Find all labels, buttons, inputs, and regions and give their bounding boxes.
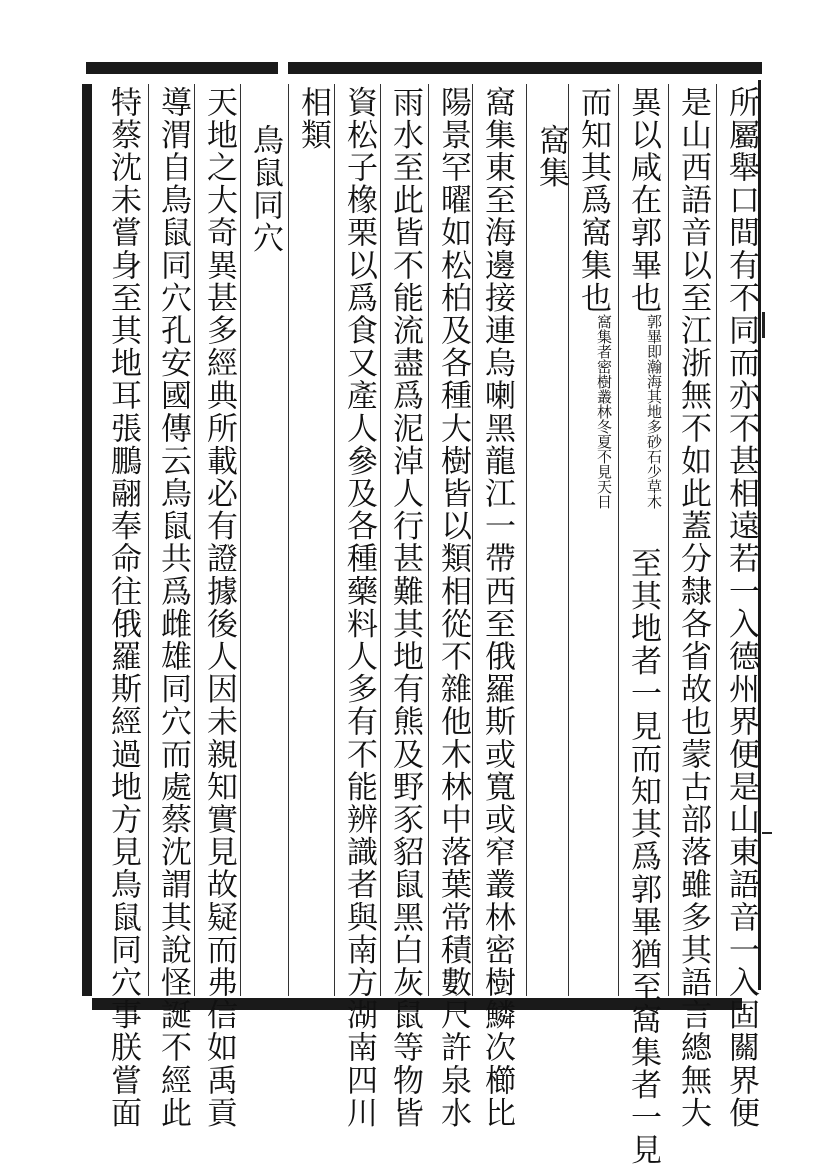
text-column — [722, 86, 760, 1129]
column-rule — [716, 84, 717, 996]
section-heading — [532, 124, 570, 189]
column-text: 相類 — [295, 86, 331, 152]
text-column — [478, 86, 516, 1129]
column-text: 異以咸在郭畢也 — [625, 86, 661, 315]
column-rule — [334, 84, 335, 996]
note-line: 冬夏不見天日 — [595, 419, 613, 510]
frame-top-border — [86, 62, 762, 74]
column-text: 陽景罕曜如松柏及各種大樹皆以類相從不雜他木林中落葉常積數尺許泉水 — [435, 86, 471, 1130]
text-column — [154, 86, 192, 1129]
heading-text: 鳥鼠同穴 — [247, 124, 283, 255]
column-text: 天地之大奇異甚多經典所載必有證據後人因未親知實見故疑而弗信如禹貢 — [201, 86, 237, 1130]
text-column — [386, 86, 424, 1129]
margin-mark — [762, 832, 772, 834]
column-text: 特蔡沈未嘗身至其地耳張鵬翮奉命往俄羅斯經過地方見鳥鼠同穴事朕嘗面 — [105, 86, 141, 1130]
column-text: 至其地者一見而知其爲郭畢猶至窩集者一見 — [625, 547, 661, 1167]
note-line: 多砂石少草木 — [645, 419, 663, 510]
column-rule — [148, 84, 149, 996]
column-text: 所屬舉口間有不同而亦不甚相遠若一入德州界便是山東語音一入固關界便 — [723, 86, 759, 1130]
text-column — [340, 86, 378, 1129]
text-column — [624, 86, 662, 1167]
column-rule — [288, 84, 289, 996]
column-rule — [194, 84, 195, 996]
column-text: 是山西語音以至江浙無不如此蓋分隸各省故也蒙古部落雖多其語言總無大 — [675, 86, 711, 1130]
margin-mark — [762, 312, 765, 338]
column-rule — [526, 84, 527, 996]
column-text: 而知其爲窩集也 — [575, 86, 611, 315]
frame-top-gap — [278, 58, 288, 78]
column-rule — [380, 84, 381, 996]
text-column — [574, 86, 612, 509]
column-text: 資松子橡栗以爲食又產人參及各種藥料人多有不能辨識者與南方湖南四川 — [341, 86, 377, 1130]
text-column — [104, 86, 142, 1129]
column-text: 窩集東至海邊接連烏喇黑龍江一帶西至俄羅斯或寬或窄叢林密樹鱗次櫛比 — [479, 86, 515, 1130]
heading-text: 窩集 — [533, 124, 569, 190]
column-rule — [428, 84, 429, 996]
column-text: 雨水至此皆不能流盡爲泥淖人行甚難其地有熊及野豕貂鼠黑白灰鼠等物皆 — [387, 86, 423, 1130]
text-column — [434, 86, 472, 1129]
interlinear-note — [595, 314, 612, 509]
note-line: 郭畢即瀚海其地 — [645, 314, 663, 420]
frame-left-border — [82, 84, 92, 996]
text-column — [200, 86, 238, 1129]
column-text: 導渭自鳥鼠同穴孔安國傳云鳥鼠共爲雌雄同穴而處蔡沈謂其說怪誕不經此 — [155, 86, 191, 1130]
text-column — [674, 86, 712, 1129]
interlinear-note — [645, 314, 662, 509]
column-rule — [568, 84, 569, 996]
column-rule — [472, 84, 473, 996]
column-rule — [668, 84, 669, 996]
column-rule — [618, 84, 619, 996]
column-rule — [240, 84, 241, 996]
text-column — [294, 86, 332, 151]
note-line: 窩集者密樹叢林 — [595, 314, 613, 420]
section-heading — [246, 124, 284, 254]
